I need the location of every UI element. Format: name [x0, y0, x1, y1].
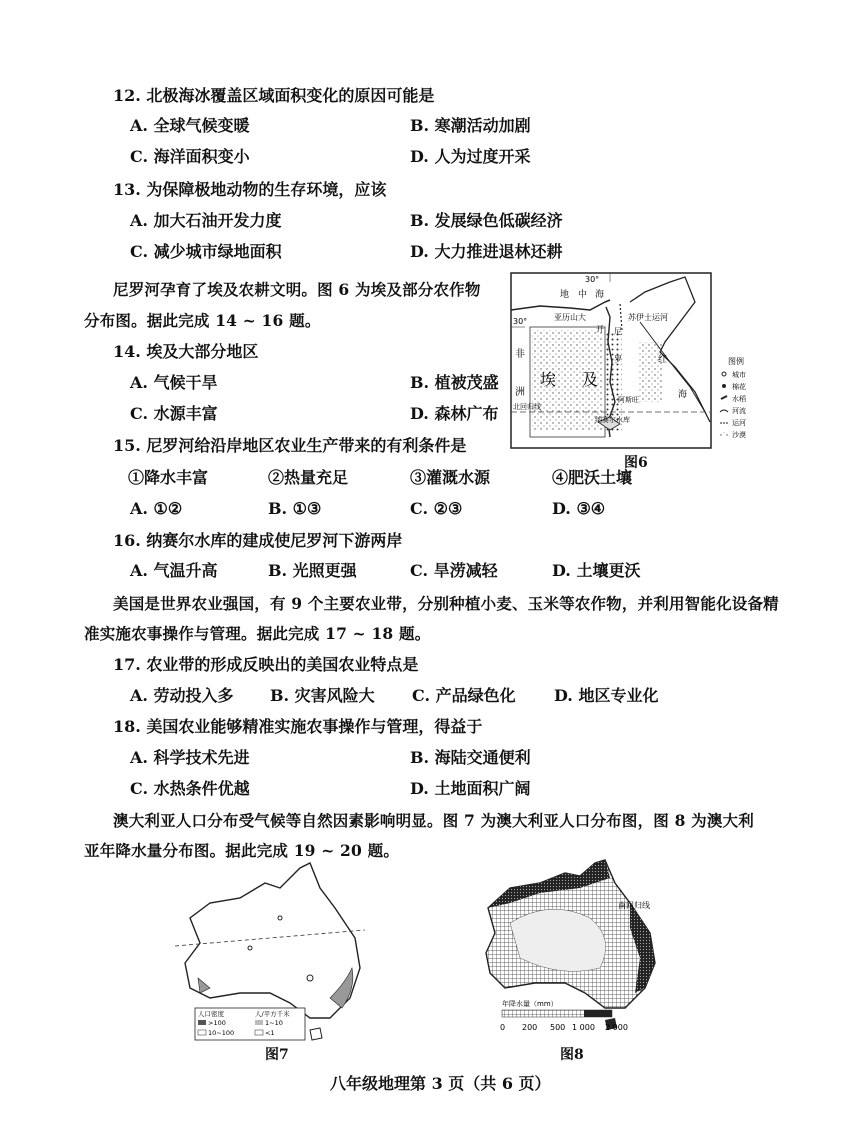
scale-2000: 2 000 [605, 1023, 628, 1032]
legend-city: 城市 [732, 371, 746, 379]
nile-char-1: 尼 [614, 327, 622, 336]
tasmania-outline [310, 1028, 322, 1040]
figure-7-caption: 图7 [265, 1047, 289, 1063]
legend-cotton: 棉花 [732, 383, 746, 391]
city-legend-icon [722, 372, 726, 376]
q12-option-d: D. 人为过度开采 [410, 147, 531, 166]
aswan-label: 阿斯旺 [618, 396, 639, 404]
sea-label-1: 地 [560, 290, 570, 300]
q17-option-b: B. 灾害风险大 [270, 686, 375, 705]
q18-option-c: C. 水热条件优越 [130, 779, 250, 798]
fig7-legend-unit: 人/平方千米 [255, 1010, 290, 1018]
nile-char-2: 罗 [614, 355, 622, 364]
suez-label: 苏伊士运河 [628, 313, 668, 322]
q14-option-c: C. 水源丰富 [130, 404, 218, 423]
nasser-label: 纳赛尔水库 [595, 416, 630, 424]
africa-label-2: 洲 [515, 387, 525, 398]
question-17-stem: 17. 农业带的形成反映出的美国农业特点是 [113, 655, 419, 674]
question-18-stem: 18. 美国农业能够精准实施农事操作与管理，得益于 [113, 717, 483, 736]
q16-option-c: C. 旱涝减轻 [410, 561, 498, 580]
q17-option-c: C. 产品绿色化 [412, 686, 516, 705]
fig8-scale-wet [584, 1010, 612, 1017]
fig7-legend-swatch-2 [255, 1020, 263, 1025]
q15-option-b: B. ①③ [268, 499, 322, 518]
eastern-desert-area [638, 342, 663, 402]
q15-item-1: ①降水丰富 [128, 468, 209, 487]
fig7-legend-1: >100 [208, 1019, 226, 1027]
q13-option-c: C. 减少城市绿地面积 [130, 242, 282, 261]
legend-river: 河流 [732, 407, 746, 415]
rice-legend-icon [721, 396, 727, 399]
q15-item-3: ③灌溉水源 [410, 468, 491, 487]
q18-option-a: A. 科学技术先进 [130, 748, 250, 767]
fig7-legend-swatch-1 [198, 1020, 206, 1025]
q13-option-d: D. 大力推进退林还耕 [410, 242, 563, 261]
usa-passage-line-2: 准实施农事操作与管理。据此完成 17 ~ 18 题。 [84, 624, 431, 643]
q12-option-a: A. 全球气候变暖 [130, 116, 250, 135]
figure-6-caption: 图6 [624, 455, 648, 471]
fig7-legend-2: 1~10 [265, 1019, 283, 1027]
alexandria-label: 亚历山大 [554, 313, 586, 322]
q16-option-d: D. 土壤更沃 [552, 561, 641, 580]
q18-option-d: D. 土地面积广阔 [410, 779, 531, 798]
cotton-legend-icon [722, 384, 726, 388]
lat-30-label: 30° [513, 317, 528, 326]
q13-option-b: B. 发展绿色低碳经济 [410, 211, 563, 230]
scale-200: 200 [522, 1023, 538, 1032]
usa-passage-line-1: 美国是世界农业强国，有 9 个主要农业带，分别种植小麦、玉米等农作物，并利用智能化设备精 [113, 594, 779, 613]
question-15-stem: 15. 尼罗河给沿岸地区农业生产带来的有利条件是 [113, 436, 467, 455]
figure-8-australia-rainfall-map [480, 858, 670, 1043]
q14-option-b: B. 植被茂盛 [410, 373, 499, 392]
question-14-stem: 14. 埃及大部分地区 [113, 342, 259, 361]
australia-passage-line-1: 澳大利亚人口分布受气候等自然因素影响明显。图 7 为澳大利亚人口分布图，图 8 为澳大利 [113, 811, 754, 830]
fig7-legend-swatch-3 [198, 1030, 206, 1035]
q15-item-4: ④肥沃土壤 [552, 468, 633, 487]
question-13-stem: 13. 为保障极地动物的生存环境，应该 [113, 180, 387, 199]
q16-option-b: B. 光照更强 [268, 561, 357, 580]
q17-option-d: D. 地区专业化 [554, 686, 659, 705]
q15-option-d: D. ③④ [552, 499, 606, 518]
cairo-label: 开 [596, 325, 604, 334]
scale-500: 500 [550, 1023, 566, 1032]
egypt-passage-line-2: 分布图。据此完成 14 ~ 16 题。 [84, 311, 321, 330]
fig7-legend-4: <1 [265, 1029, 275, 1037]
legend-title: 图例 [728, 357, 744, 366]
scale-0: 0 [500, 1023, 506, 1032]
desert-legend-icon [720, 432, 729, 437]
lon-30-label: 30° [585, 275, 600, 284]
figure-8-caption: 图8 [560, 1047, 584, 1063]
legend-rice: 水稻 [732, 395, 746, 403]
q12-option-b: B. 寒潮活动加剧 [410, 116, 531, 135]
australia-passage-line-2: 亚年降水量分布图。据此完成 19 ~ 20 题。 [84, 841, 400, 860]
q14-option-a: A. 气候干旱 [130, 373, 218, 392]
fig7-legend-title: 人口密度 [198, 1010, 224, 1018]
q14-option-d: D. 森林广布 [410, 404, 499, 423]
sea-label-2: 中 [578, 290, 588, 300]
legend-desert: 沙漠 [732, 431, 746, 439]
question-12-stem: 12. 北极海冰覆盖区域面积变化的原因可能是 [113, 86, 435, 105]
tropic-label-fig8: 南回归线 [618, 901, 650, 910]
question-16-stem: 16. 纳赛尔水库的建成使尼罗河下游两岸 [113, 531, 403, 550]
q16-option-a: A. 气温升高 [130, 561, 218, 580]
egypt-label-2: 及 [582, 370, 599, 389]
figure-6-egypt-map [510, 272, 770, 452]
red-sea-label-1: 红 [658, 355, 668, 365]
africa-label-1: 非 [515, 349, 525, 360]
page-footer: 八年级地理第 3 页（共 6 页） [330, 1074, 551, 1093]
q15-option-a: A. ①② [130, 499, 183, 518]
red-sea-label-2: 海 [678, 390, 688, 400]
fig7-legend-3: 10~100 [208, 1029, 235, 1037]
q17-option-a: A. 劳动投入多 [130, 686, 234, 705]
sea-label-3: 海 [595, 290, 605, 300]
q12-option-c: C. 海洋面积变小 [130, 147, 250, 166]
fig7-legend-swatch-4 [255, 1030, 263, 1035]
q18-option-b: B. 海陆交通便利 [410, 748, 531, 767]
q15-option-c: C. ②③ [410, 499, 463, 518]
tropic-label: 北回归线 [513, 403, 541, 411]
egypt-label-1: 埃 [540, 370, 557, 389]
river-legend-icon [720, 410, 728, 412]
egypt-passage-line-1: 尼罗河孕育了埃及农耕文明。图 6 为埃及部分农作物 [113, 280, 481, 299]
q15-item-2: ②热量充足 [268, 468, 349, 487]
legend-canal: 运河 [732, 419, 746, 427]
scale-1000: 1 000 [572, 1023, 595, 1032]
figure-7-australia-population-map [170, 858, 370, 1048]
fig8-legend-title: 年降水量（mm） [502, 1000, 558, 1008]
q13-option-a: A. 加大石油开发力度 [130, 211, 282, 230]
